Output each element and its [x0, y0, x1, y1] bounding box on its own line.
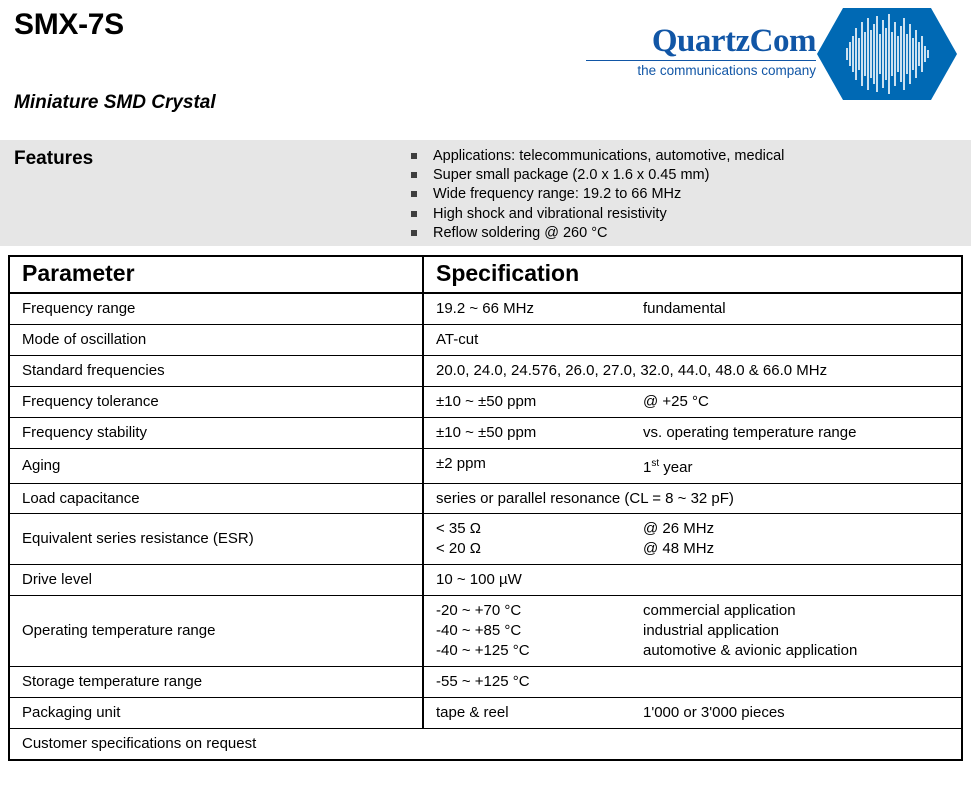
bullet-icon: [411, 153, 417, 159]
row-specification: [423, 293, 963, 325]
spec-note: [643, 672, 963, 692]
spec-value: ±10 ~ ±50 ppm: [436, 392, 537, 410]
spec-note: vs. operating temperature range: [643, 423, 857, 441]
document-header: [0, 0, 971, 140]
specification-table-wrapper: [8, 255, 963, 761]
row-parameter: Drive level: [10, 565, 423, 596]
spec-note: fundamental: [643, 300, 726, 317]
feature-item: [408, 224, 784, 243]
row-specification: [423, 325, 963, 356]
row-parameter: Load capacitance: [10, 483, 423, 514]
row-parameter: Aging: [10, 448, 423, 483]
spec-value: -40 ~ +85 °C: [436, 622, 522, 639]
row-parameter: Frequency stability: [10, 417, 423, 448]
feature-text: High shock and vibrational resistivity: [433, 205, 667, 222]
table-header-row: [10, 257, 963, 293]
spec-note: [643, 330, 963, 350]
row-specification: [423, 448, 963, 483]
feature-text: Super small package (2.0 x 1.6 x 0.45 mm): [433, 167, 710, 184]
spec-value: 19.2 ~ 66 MHz: [436, 300, 534, 317]
spec-note: @ 26 MHz: [643, 520, 715, 537]
row-parameter: Packaging unit: [10, 698, 423, 729]
table-row: [10, 386, 963, 417]
spec-note: 1st year: [643, 457, 693, 476]
features-section: [0, 140, 971, 246]
customer-spec-note: Customer specifications on request: [22, 735, 257, 752]
feature-item: [408, 185, 784, 204]
spec-value: AT-cut: [436, 331, 479, 348]
page-subtitle: Miniature SMD Crystal: [14, 92, 216, 113]
features-label: Features: [14, 148, 94, 169]
spec-value: 20.0, 24.0, 24.576, 26.0, 27.0, 32.0, 44.0, 48.0 & 66.0 MHz: [436, 362, 828, 379]
feature-item: [408, 147, 784, 166]
feature-item: [408, 205, 784, 224]
row-parameter: Frequency tolerance: [10, 386, 423, 417]
bullet-icon: [411, 211, 417, 217]
bullet-icon: [411, 230, 417, 236]
row-parameter: Operating temperature range: [10, 596, 423, 667]
row-parameter: Frequency range: [10, 293, 423, 325]
row-specification: [423, 417, 963, 448]
company-logo: [591, 8, 971, 100]
table-row: [10, 483, 963, 514]
row-specification: [423, 565, 963, 596]
row-specification: [423, 514, 963, 565]
row-specification: [423, 386, 963, 417]
spec-note: 1'000 or 3'000 pieces: [643, 704, 785, 721]
row-specification: [423, 667, 963, 698]
row-parameter: Storage temperature range: [10, 667, 423, 698]
bullet-icon: [411, 191, 417, 197]
spec-note: @ 48 MHz: [643, 540, 715, 557]
row-specification: [423, 483, 963, 514]
table-row: [10, 448, 963, 483]
table-row: [10, 667, 963, 698]
table-row: [10, 293, 963, 325]
row-specification: [423, 698, 963, 729]
spec-value: < 20 Ω: [436, 540, 481, 557]
table-row: [10, 356, 963, 387]
column-header-specification: Specification: [423, 257, 963, 293]
spec-value: < 35 Ω: [436, 520, 481, 537]
row-parameter: Equivalent series resistance (ESR): [10, 514, 423, 565]
table-row: [10, 596, 963, 667]
table-row: [10, 565, 963, 596]
feature-text: Wide frequency range: 19.2 to 66 MHz: [433, 186, 682, 203]
features-list: [408, 147, 784, 243]
row-specification: [423, 596, 963, 667]
feature-text: Reflow soldering @ 260 °C: [433, 224, 608, 241]
row-specification: [423, 356, 963, 387]
waveform-logo-icon: [817, 8, 957, 100]
spec-value: ±10 ~ ±50 ppm: [436, 423, 537, 441]
spec-value: -40 ~ +125 °C: [436, 642, 530, 659]
logo-tagline: the communications company: [586, 60, 816, 78]
logo-text-block: [586, 24, 816, 78]
spec-value: tape & reel: [436, 704, 509, 721]
spec-value: series or parallel resonance (CL = 8 ~ 32 pF): [436, 489, 734, 507]
spec-note: automotive & avionic application: [643, 642, 858, 659]
table-row: [10, 417, 963, 448]
table-row: [10, 325, 963, 356]
table-footer-row: [10, 729, 963, 759]
specification-table: [10, 257, 963, 759]
table-row: [10, 698, 963, 729]
table-row: [10, 514, 963, 565]
feature-text: Applications: telecommunications, automotive, medical: [433, 148, 785, 164]
feature-item: [408, 166, 784, 185]
spec-note: [643, 570, 963, 590]
spec-note: commercial application: [643, 602, 796, 619]
spec-note: @ +25 °C: [643, 392, 709, 410]
spec-note: industrial application: [643, 622, 779, 639]
spec-value: -20 ~ +70 °C: [436, 602, 522, 619]
spec-value: ±2 ppm: [436, 454, 486, 472]
spec-value: 10 ~ 100 µW: [436, 571, 522, 588]
column-header-parameter: Parameter: [10, 257, 423, 293]
logo-company-name: QuartzCom: [651, 23, 816, 59]
page-title: SMX-7S: [14, 8, 124, 41]
spec-value: -55 ~ +125 °C: [436, 673, 530, 690]
bullet-icon: [411, 172, 417, 178]
row-parameter: Standard frequencies: [10, 356, 423, 387]
row-parameter: Mode of oscillation: [10, 325, 423, 356]
